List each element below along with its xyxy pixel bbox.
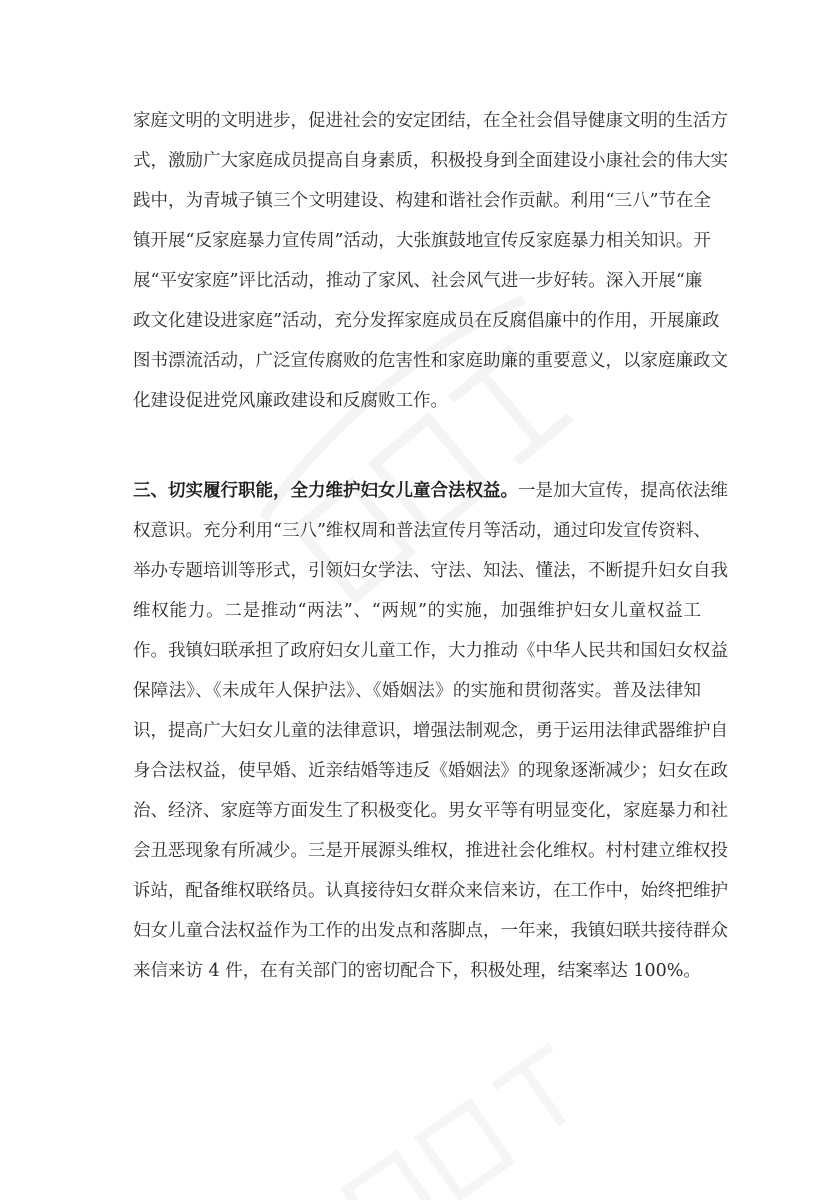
text-line: 权意识。充分利用“三八”维权周和普法宣传月等活动，通过印发宣传资料、 (133, 521, 711, 541)
text-line: 化建设促进党风廉政建设和反腐败工作。 (133, 391, 448, 411)
text-line: 会丑恶现象有所减少。三是开展源头维权，推进社会化维权。村村建立维权投 (133, 841, 728, 861)
watermark-stamp-bottom-icon (300, 1080, 640, 1200)
text-line: 家庭文明的文明进步，促进社会的安定团结，在全社会倡导健康文明的生活方 (133, 111, 728, 131)
text-line: 式，激励广大家庭成员提高自身素质，积极投身到全面建设小康社会的伟大实 (133, 151, 728, 171)
text-line: 保障法》、《未成年人保护法》、《婚姻法》的实施和贯彻落实。普及法律知 (133, 681, 701, 701)
text-line: 来信来访 4 件，在有关部门的密切配合下，积极处理，结案率达 100%。 (133, 961, 701, 981)
text-line: 维权能力。二是推动“两法”、“两规”的实施，加强维护妇女儿童权益工 (133, 601, 701, 621)
text-line: 作。我镇妇联承担了政府妇女儿童工作，大力推动《中华人民共和国妇女权益 (133, 641, 728, 661)
text-line: 举办专题培训等形式，引领妇女学法、守法、知法、懂法，不断提升妇女自我 (133, 561, 728, 581)
text-line-with-heading (133, 474, 728, 508)
text-line: 图书漂流活动，广泛宣传腐败的危害性和家庭助廉的重要意义，以家庭廉政文 (133, 351, 728, 371)
section-heading: 三、切实履行职能，全力维护妇女儿童合法权益。 (133, 481, 518, 501)
text-line: 展“平安家庭”评比活动，推动了家风、社会风气进一步好转。深入开展“廉 (133, 271, 703, 291)
text-line: 践中，为青城子镇三个文明建设、构建和谐社会作贡献。利用“三八”节在全 (133, 191, 711, 211)
text-line: 政文化建设进家庭”活动，充分发挥家庭成员在反腐倡廉中的作用，开展廉政 (133, 311, 720, 331)
text-line: 妇女儿童合法权益作为工作的出发点和落脚点，一年来，我镇妇联共接待群众 (133, 921, 728, 941)
text-line: 治、经济、家庭等方面发生了积极变化。男女平等有明显变化，家庭暴力和社 (133, 801, 728, 821)
text-line: 诉站，配备维权联络员。认真接待妇女群众来信来访，在工作中，始终把维护 (133, 881, 728, 901)
text-line: 识，提高广大妇女儿童的法律意识，增强法制观念，勇于运用法律武器维护自 (133, 721, 728, 741)
text-line: 镇开展“反家庭暴力宣传周”活动，大张旗鼓地宣传反家庭暴力相关知识。开 (133, 231, 711, 251)
text-span: 一是加大宣传，提高依法维 (518, 481, 728, 501)
text-line: 身合法权益，使早婚、近亲结婚等违反《婚姻法》的现象逐渐减少；妇女在政 (133, 761, 728, 781)
